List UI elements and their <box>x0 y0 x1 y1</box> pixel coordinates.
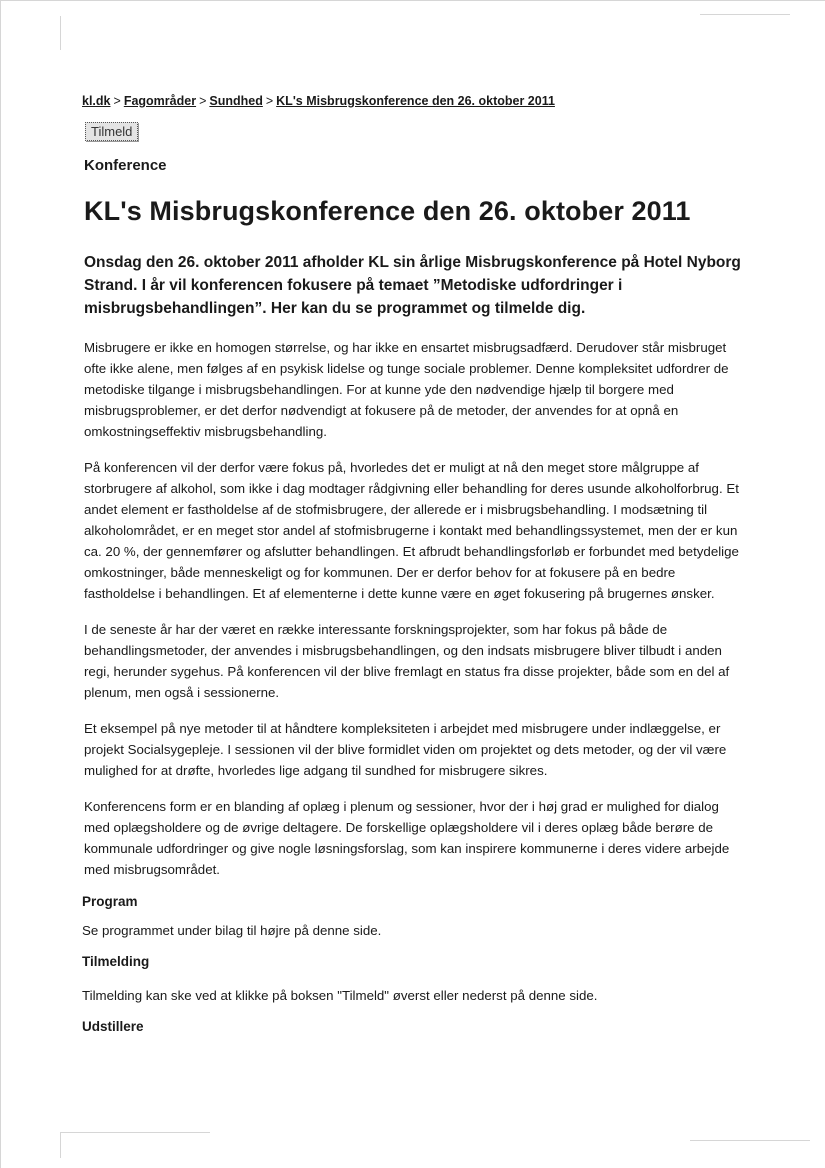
breadcrumb-link-sundhed[interactable]: Sundhed <box>209 94 263 108</box>
scan-edge-top <box>0 0 825 1</box>
breadcrumb-separator: > <box>113 94 121 108</box>
breadcrumb-link-home[interactable]: kl.dk <box>82 94 111 108</box>
breadcrumb <box>82 94 747 108</box>
breadcrumb-link-fagomrader[interactable]: Fagområder <box>123 94 197 108</box>
lead-paragraph: Onsdag den 26. oktober 2011 afholder KL sin årlige Misbrugskonference på Hotel Nyborg Strand. I år vil konferencen fokusere på temaet ”Metodiske udfordringer i misbrugsbehandlingen”. Her kan du se programmet og tilmelde dig. <box>84 254 741 317</box>
section-text-program: Se programmet under bilag til højre på denne side. <box>82 923 382 938</box>
section-text-tilmelding: Tilmelding kan ske ved at klikke på boksen "Tilmeld" øverst eller nederst på denne side. <box>82 988 598 1003</box>
signup-button[interactable]: Tilmeld <box>85 122 138 141</box>
body-paragraph-5: Konferencens form er en blanding af oplæg i plenum og sessioner, hvor der i høj grad er mulighed for dialog med oplægsholdere og de øvrige deltagere. De forskellige oplægsholdere vil i deres oplæg både berøre de kommunale udfordringer og give nogle løsningsforslag, som kan inspirere kommunerne i deres videre arbejde med misbrugsområdet. <box>84 799 730 877</box>
body-paragraph-1: Misbrugere er ikke en homogen størrelse, og har ikke en ensartet misbrugsadfærd. Derudover står misbruget ofte ikke alene, men følges af en psykisk lidelse og tunge sociale problemer. Denne kompleksitet udfordrer de metodiske tilgange i misbrugsbehandlingen. For at kunne yde den nødvendige hjælp til borgere med misbrugsproblemer, er det derfor nødvendigt at fokusere på de metoder, der anvendes for at opnå en omkostningseffektiv misbrugsbehandling. <box>84 340 729 439</box>
body-paragraph-4: Et eksempel på nye metoder til at håndtere kompleksiteten i arbejdet med misbrugere under indlæggelse, er projekt Socialsygepleje. I sessionen vil der blive formidlet viden om projektet og dets metoder, og der vil være mulighed for at drøfte, hvorledes lige adgang til sundhed for misbrugere sikres. <box>84 721 727 778</box>
scan-mark-top-left <box>60 16 61 50</box>
body-paragraph-2: På konferencen vil der derfor være fokus på, hvorledes det er muligt at nå den meget store målgruppe af storbrugere af alkohol, som ikke i dag modtager rådgivning eller behandling for deres usunde alkoholforbrug. Et andet element er fastholdelse af de stofmisbrugere, der allerede er i misbrugsbehandling. I modsætning til alkoholområdet, er en meget stor andel af stofmisbrugerne i kontakt med behandlingssystemet, men der er kun ca. 20 %, der gennemfører og afslutter behandlingen. Et afbrudt behandlingsforløb er forbundet med betydelige omkostninger, både menneskeligt og for kommunen. Der er derfor behov for at fokusere på en bedre fastholdelse i behandlingen. Et af elementerne i dette kunne være en øget fokusering på brugernes ønsker. <box>84 460 739 601</box>
page-content <box>82 94 747 1034</box>
section-heading-udstillere: Udstillere <box>82 1019 144 1034</box>
breadcrumb-link-current-page[interactable]: KL's Misbrugskonference den 26. oktober 2011 <box>276 94 555 108</box>
breadcrumb-separator: > <box>199 94 207 108</box>
scan-edge-left <box>0 0 1 1168</box>
scan-mark-top-right <box>700 14 790 15</box>
section-heading-tilmelding: Tilmelding <box>82 954 150 969</box>
page-title: KL's Misbrugskonference den 26. oktober 2011 <box>84 196 691 226</box>
category-label: Konference <box>84 157 167 174</box>
section-heading-program: Program <box>82 894 138 909</box>
breadcrumb-separator: > <box>265 94 274 108</box>
scan-mark-bottom-right <box>690 1140 810 1141</box>
body-paragraph-3: I de seneste år har der været en række interessante forskningsprojekter, som har fokus på både de behandlingsmetoder, der anvendes i misbrugsbehandlingen, og den indsats misbrugere bliver tilbudt i anden regi, herunder sygehus. På konferencen vil der blive fremlagt en status fra disse projekter, både som en del af plenum, men også i sessionerne. <box>84 622 730 700</box>
scan-mark-bottom-left-vertical <box>60 1132 61 1158</box>
scan-mark-bottom-left <box>60 1132 210 1133</box>
